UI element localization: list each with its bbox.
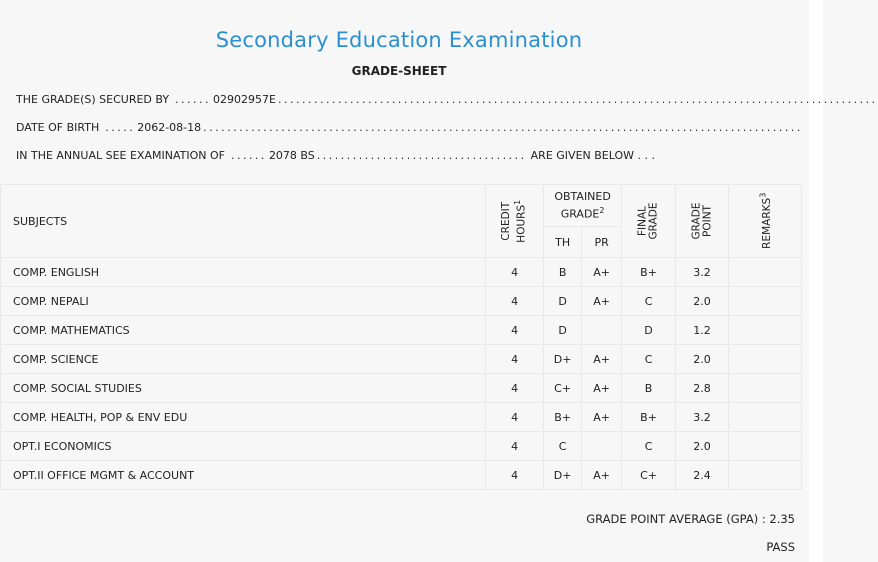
gpa-value: 2.35 xyxy=(769,512,795,526)
table-row xyxy=(1,287,802,316)
secured-by-label: THE GRADE(S) SECURED BY xyxy=(16,93,170,106)
remarks-cell xyxy=(728,403,801,432)
remarks-cell xyxy=(728,345,801,374)
dot-leader: .................................................................................................... xyxy=(203,121,803,134)
subject-cell: COMP. HEALTH, POP & ENV EDU xyxy=(1,403,486,432)
theory-grade-cell: C+ xyxy=(544,374,582,403)
table-row xyxy=(1,316,802,345)
given-below-text: ARE GIVEN BELOW . . . xyxy=(530,149,655,162)
table-row xyxy=(1,374,802,403)
table-row xyxy=(1,432,802,461)
table-row xyxy=(1,403,802,432)
subject-cell: COMP. NEPALI xyxy=(1,287,486,316)
practical-grade-cell: A+ xyxy=(582,403,622,432)
grade-point-cell: 2.0 xyxy=(676,432,729,461)
final-grade-cell: C xyxy=(622,345,676,374)
subject-cell: COMP. SOCIAL STUDIES xyxy=(1,374,486,403)
final-grade-cell: B+ xyxy=(622,403,676,432)
page-edge xyxy=(809,0,823,562)
credit-hours-cell: 4 xyxy=(486,432,544,461)
final-grade-cell: D xyxy=(622,316,676,345)
dot-leader: .................................................................................................... xyxy=(278,93,878,106)
symbol-number: 02902957E xyxy=(213,93,276,106)
grade-sheet-heading: GRADE-SHEET xyxy=(351,64,447,78)
exam-line xyxy=(16,149,786,162)
theory-grade-cell: B xyxy=(544,258,582,287)
subject-cell: COMP. SCIENCE xyxy=(1,345,486,374)
theory-grade-cell: D xyxy=(544,316,582,345)
credit-hours-cell: 4 xyxy=(486,316,544,345)
credit-hours-cell: 4 xyxy=(486,258,544,287)
gpa-label: GRADE POINT AVERAGE (GPA) : xyxy=(586,512,766,526)
subject-cell: OPT.I ECONOMICS xyxy=(1,432,486,461)
subject-cell: COMP. ENGLISH xyxy=(1,258,486,287)
final-grade-cell: B xyxy=(622,374,676,403)
grade-point-cell: 3.2 xyxy=(676,403,729,432)
exam-year: 2078 BS xyxy=(268,149,315,162)
table-row xyxy=(1,258,802,287)
dob-label: DATE OF BIRTH xyxy=(16,121,100,134)
remarks-cell xyxy=(728,374,801,403)
practical-grade-cell: A+ xyxy=(582,287,622,316)
theory-header: TH xyxy=(544,227,582,258)
practical-grade-cell xyxy=(582,316,622,345)
exam-label: IN THE ANNUAL SEE EXAMINATION OF xyxy=(16,149,225,162)
gpa-line xyxy=(586,512,795,526)
grade-point-cell: 2.0 xyxy=(676,287,729,316)
dot-leader: ...... xyxy=(224,149,267,162)
grade-rows xyxy=(1,258,802,490)
remarks-cell xyxy=(728,432,801,461)
dot-leader: ..... xyxy=(99,121,136,134)
final-grade-cell: C xyxy=(622,287,676,316)
practical-header: PR xyxy=(582,227,622,258)
credit-hours-cell: 4 xyxy=(486,374,544,403)
theory-grade-cell: D+ xyxy=(544,461,582,490)
final-grade-cell: C+ xyxy=(622,461,676,490)
theory-grade-cell: D+ xyxy=(544,345,582,374)
credit-hours-cell: 4 xyxy=(486,287,544,316)
secured-by-line xyxy=(16,93,878,106)
final-grade-header: FINAL GRADE xyxy=(622,185,676,258)
grade-point-header: GRADE POINT xyxy=(676,185,729,258)
grade-point-cell: 2.4 xyxy=(676,461,729,490)
credit-hours-cell: 4 xyxy=(486,345,544,374)
theory-grade-cell: D xyxy=(544,287,582,316)
dot-leader: ................................... xyxy=(316,149,527,162)
credit-hours-header: CREDIT HOURS$^1$ xyxy=(486,185,544,258)
subject-cell: COMP. MATHEMATICS xyxy=(1,316,486,345)
credit-hours-cell: 4 xyxy=(486,403,544,432)
grade-point-cell: 3.2 xyxy=(676,258,729,287)
practical-grade-cell: A+ xyxy=(582,258,622,287)
remarks-header: REMARKS$^3$ xyxy=(728,185,801,258)
grade-point-cell: 2.8 xyxy=(676,374,729,403)
grade-point-cell: 1.2 xyxy=(676,316,729,345)
date-of-birth: 2062-08-18 xyxy=(137,121,202,134)
obtained-grade-header: OBTAINED GRADE$^2$ xyxy=(544,185,622,227)
subject-cell: OPT.II OFFICE MGMT & ACCOUNT xyxy=(1,461,486,490)
final-grade-cell: C xyxy=(622,432,676,461)
exam-title: Secondary Education Examination xyxy=(215,28,583,52)
final-grade-cell: B+ xyxy=(622,258,676,287)
subjects-header: SUBJECTS xyxy=(1,185,486,258)
remarks-cell xyxy=(728,461,801,490)
credit-hours-cell: 4 xyxy=(486,461,544,490)
grade-table xyxy=(0,184,802,490)
dob-line xyxy=(16,121,803,134)
remarks-cell xyxy=(728,258,801,287)
table-row xyxy=(1,345,802,374)
theory-grade-cell: C xyxy=(544,432,582,461)
practical-grade-cell: A+ xyxy=(582,345,622,374)
table-row xyxy=(1,461,802,490)
remarks-cell xyxy=(728,316,801,345)
grade-point-cell: 2.0 xyxy=(676,345,729,374)
theory-grade-cell: B+ xyxy=(544,403,582,432)
dot-leader: ...... xyxy=(169,93,212,106)
practical-grade-cell xyxy=(582,432,622,461)
practical-grade-cell: A+ xyxy=(582,374,622,403)
remarks-cell xyxy=(728,287,801,316)
practical-grade-cell: A+ xyxy=(582,461,622,490)
result-status: PASS xyxy=(766,540,795,554)
